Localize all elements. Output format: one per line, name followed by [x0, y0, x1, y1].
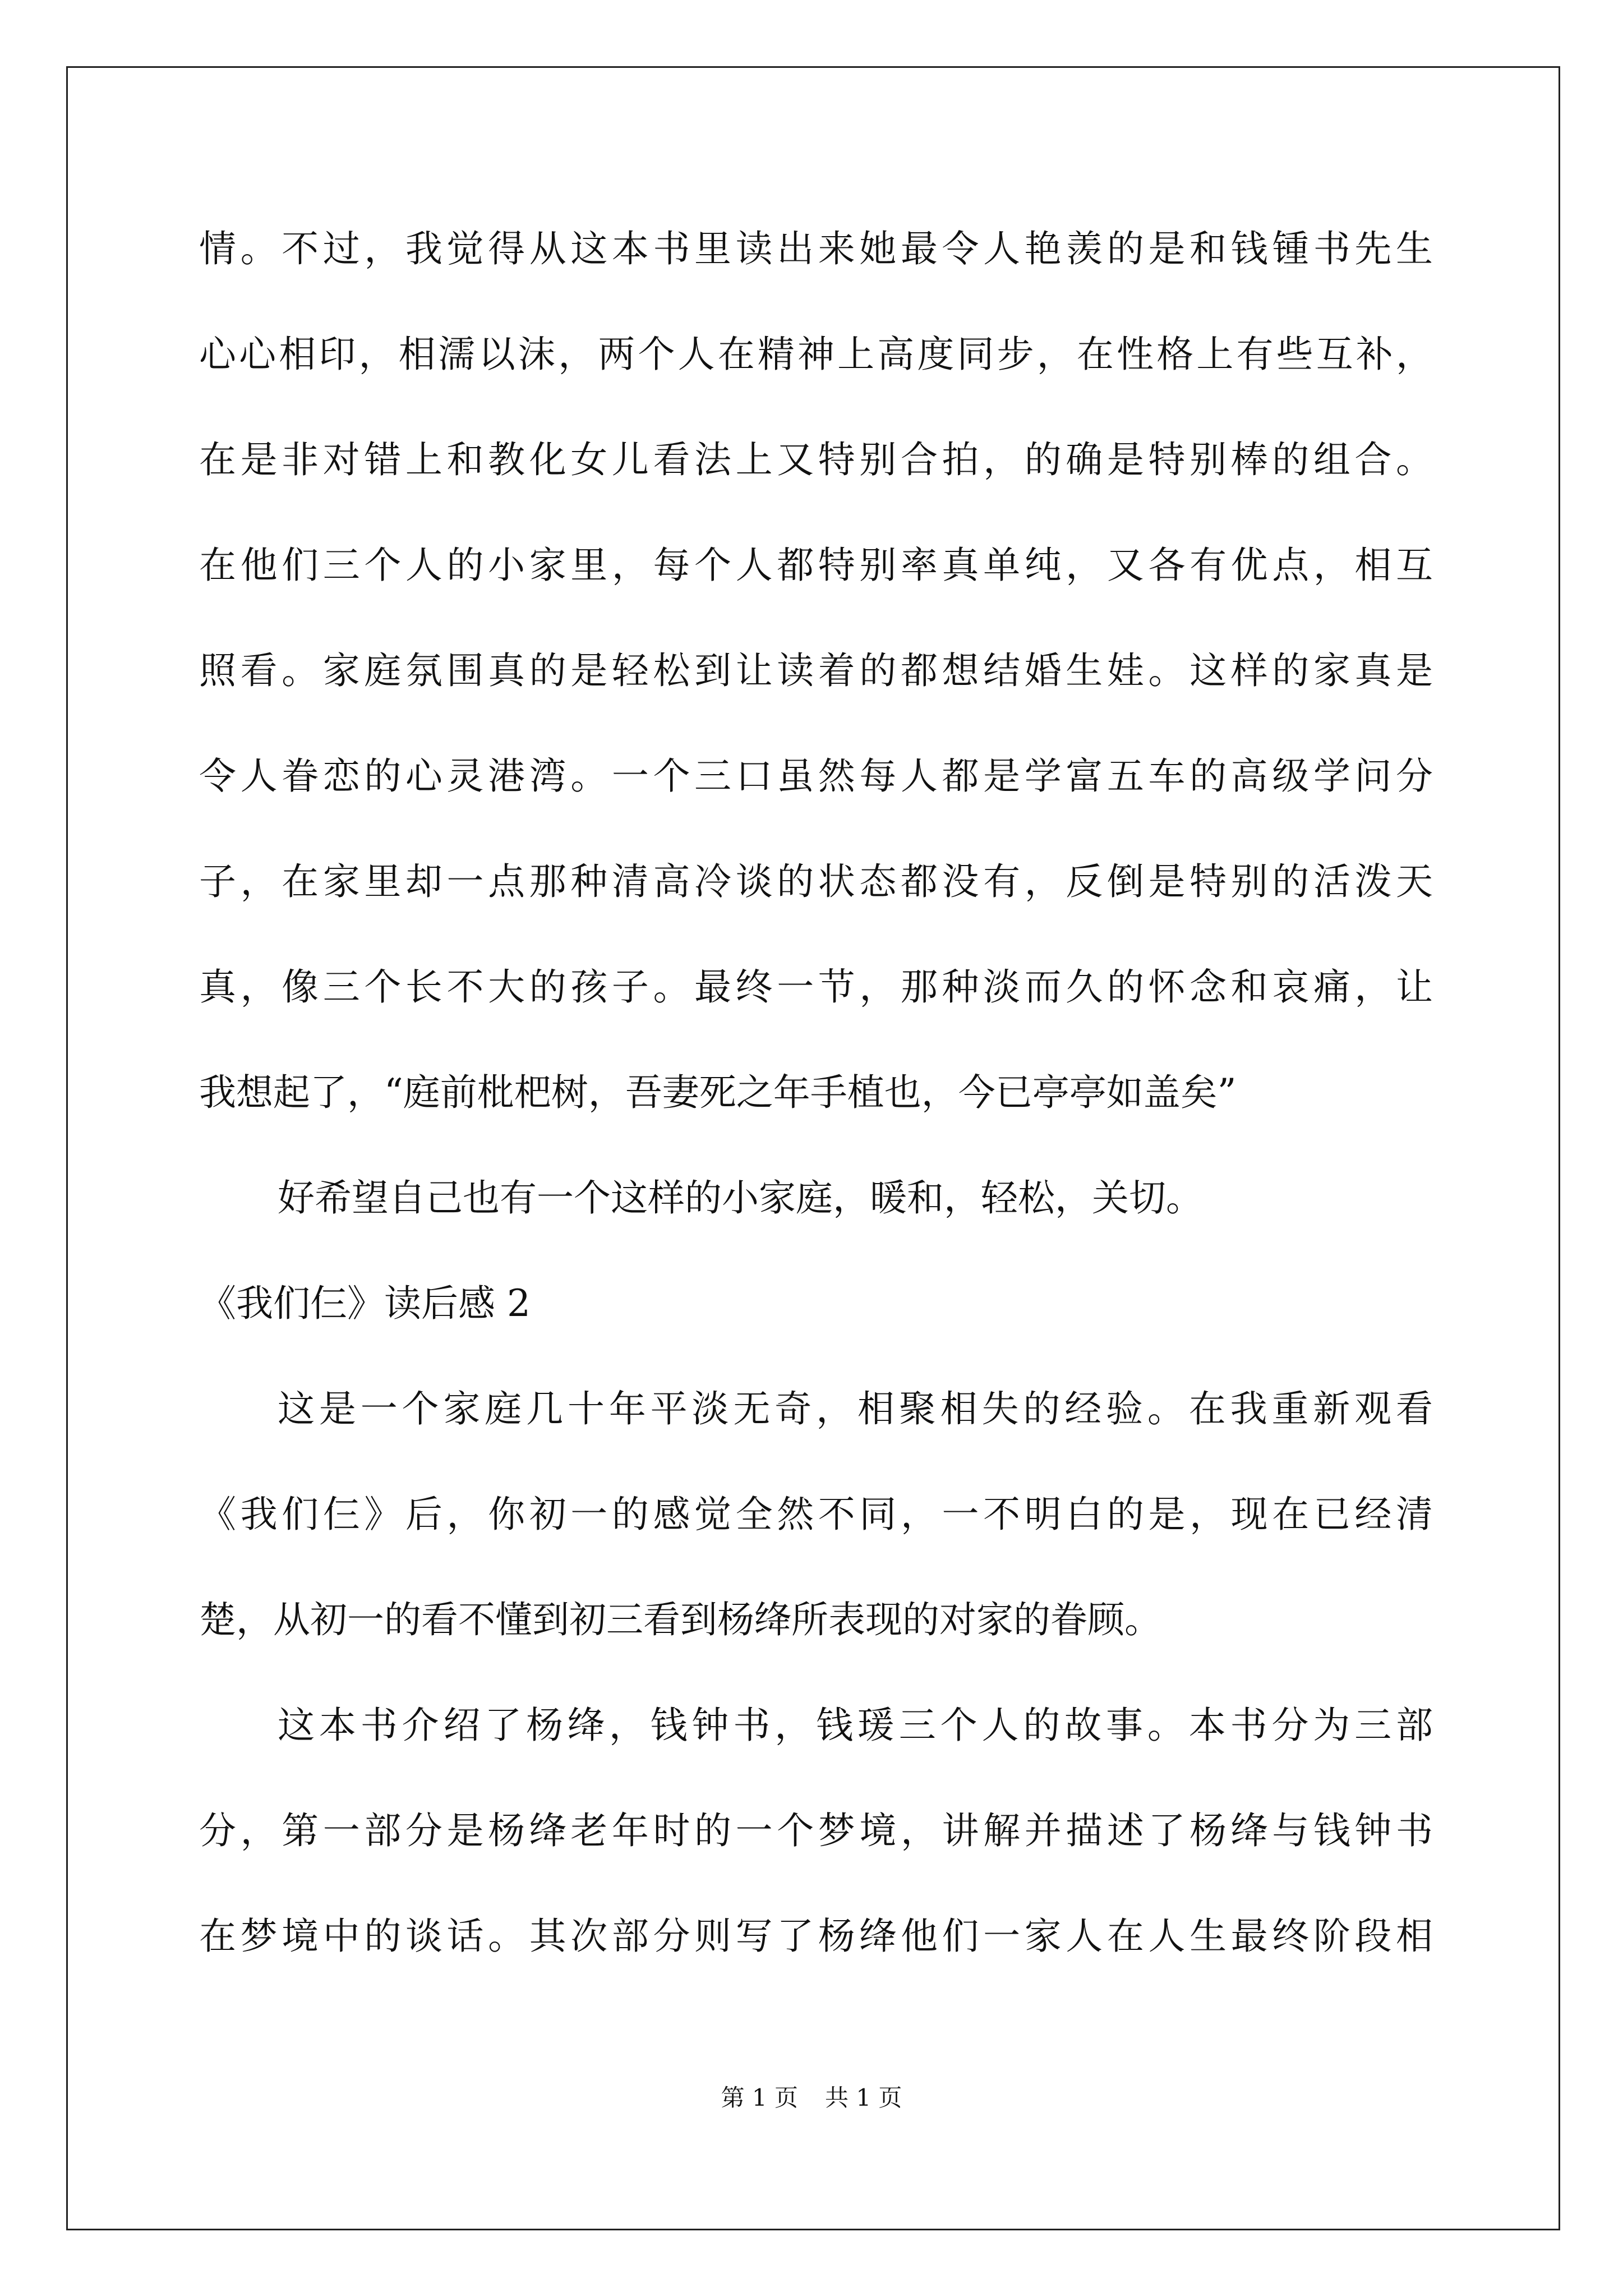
paragraph-line: 好希望自己也有一个这样的小家庭，暖和，轻松，关切。	[278, 1176, 1203, 1220]
paragraph-line: 我想起了，“庭前枇杷树，吾妻死之年手植也，今已亭亭如盖矣”	[199, 1071, 1237, 1114]
paragraph-line: 这是一个家庭几十年平淡无奇，相聚相失的经验。在我重新观看	[278, 1387, 1433, 1430]
paragraph-line: 令人眷恋的心灵港湾。一个三口虽然每人都是学富五车的高级学问分	[199, 754, 1433, 798]
page-footer	[0, 2081, 1623, 2115]
paragraph-line: 情。不过，我觉得从这本书里读出来她最令人艳羡的是和钱锺书先生	[199, 227, 1433, 270]
paragraph-line: 这本书介绍了杨绛，钱钟书，钱瑗三个人的故事。本书分为三部	[278, 1704, 1433, 1747]
paragraph-line: 在梦境中的谈话。其次部分则写了杨绛他们一家人在人生最终阶段相	[199, 1915, 1433, 1958]
paragraph-line: 分，第一部分是杨绛老年时的一个梦境，讲解并描述了杨绛与钱钟书	[199, 1809, 1433, 1852]
paragraph-line: 在是非对错上和教化女儿看法上又特别合拍，的确是特别棒的组合。	[199, 438, 1433, 481]
page-total: 共 1 页	[825, 2084, 902, 2111]
paragraph-line: 楚，从初一的看不懂到初三看到杨绛所表现的对家的眷顾。	[199, 1598, 1161, 1641]
paragraph-line: 子，在家里却一点那种清高冷谈的状态都没有，反倒是特别的活泼天	[199, 860, 1433, 903]
paragraph-line: 真，像三个长不大的孩子。最终一节，那种淡而久的怀念和哀痛，让	[199, 965, 1433, 1009]
paragraph-line: 心心相印，相濡以沫，两个人在精神上高度同步，在性格上有些互补，	[199, 333, 1433, 376]
page-number: 第 1 页	[721, 2084, 798, 2111]
paragraph-line: 在他们三个人的小家里，每个人都特别率真单纯，又各有优点，相互	[199, 544, 1433, 587]
document-body	[199, 196, 1433, 1989]
section-heading: 《我们仨》读后感 2	[199, 1282, 531, 1325]
paragraph-line: 照看。家庭氛围真的是轻松到让读着的都想结婚生娃。这样的家真是	[199, 649, 1433, 692]
paragraph-line: 《我们仨》后，你初一的感觉全然不同，一不明白的是，现在已经清	[199, 1493, 1433, 1536]
